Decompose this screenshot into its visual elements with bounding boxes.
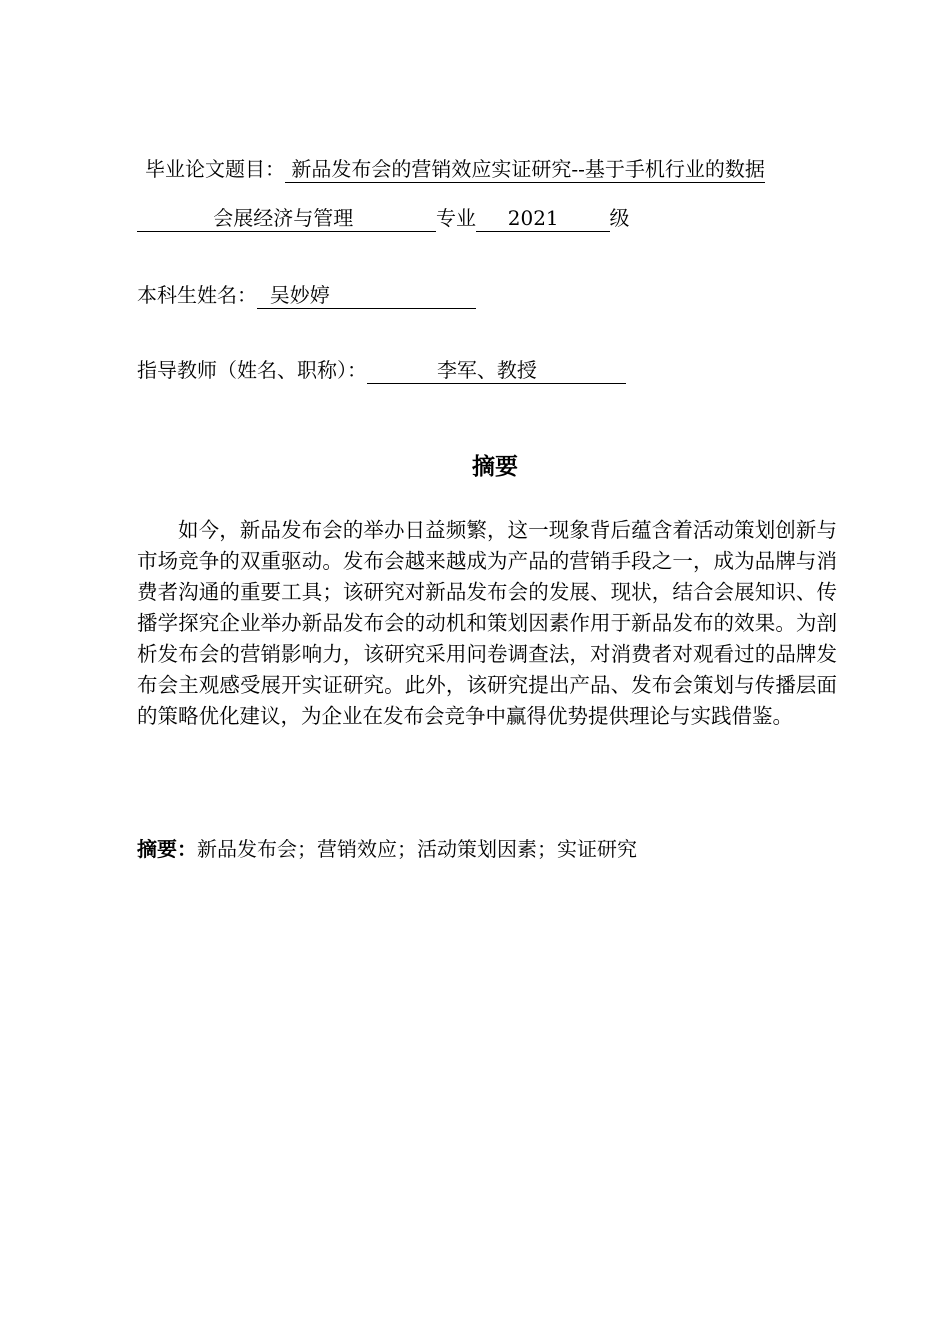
thesis-title-line (145, 155, 765, 183)
abstract-heading: 摘要 (472, 454, 518, 480)
advisor-value: 李军、教授 (367, 358, 626, 384)
major-line (137, 204, 630, 232)
major-value: 会展经济与管理 (137, 206, 436, 232)
abstract-body: 如今，新品发布会的举办日益频繁，这一现象背后蕴含着活动策划创新与市场竞争的双重驱动。发布会越来越成为产品的营销手段之一，成为品牌与消费者沟通的重要工具；该研究对新品发布会的发展、现状，结合会展知识、传播学探究企业举办新品发布会的动机和策划因素作用于新品发布的效果。为剖析发布会的营销影响力，该研究采用问卷调查法，对消费者对观看过的品牌发布会主观感受展开实证研究。此外，该研究提出产品、发布会策划与传播层面的策略优化建议，为企业在发布会竞争中赢得优势提供理论与实践借鉴。 (137, 518, 837, 728)
major-label: 专业 (435, 206, 476, 230)
advisor-line (137, 356, 626, 384)
student-value: 吴妙婷 (257, 283, 476, 309)
keywords-label: 摘要： (137, 837, 197, 861)
student-line (137, 281, 476, 309)
year-label: 级 (609, 206, 630, 230)
year-value: 2021 (476, 206, 610, 232)
keywords-value: 新品发布会；营销效应；活动策划因素；实证研究 (197, 837, 637, 861)
keywords-line (137, 835, 637, 863)
thesis-title-label: 毕业论文题目： (145, 157, 285, 181)
advisor-label: 指导教师（姓名、职称）： (137, 358, 367, 382)
student-label: 本科生姓名： (137, 283, 257, 307)
thesis-title-value: 新品发布会的营销效应实证研究--基于手机行业的数据 (285, 157, 765, 183)
